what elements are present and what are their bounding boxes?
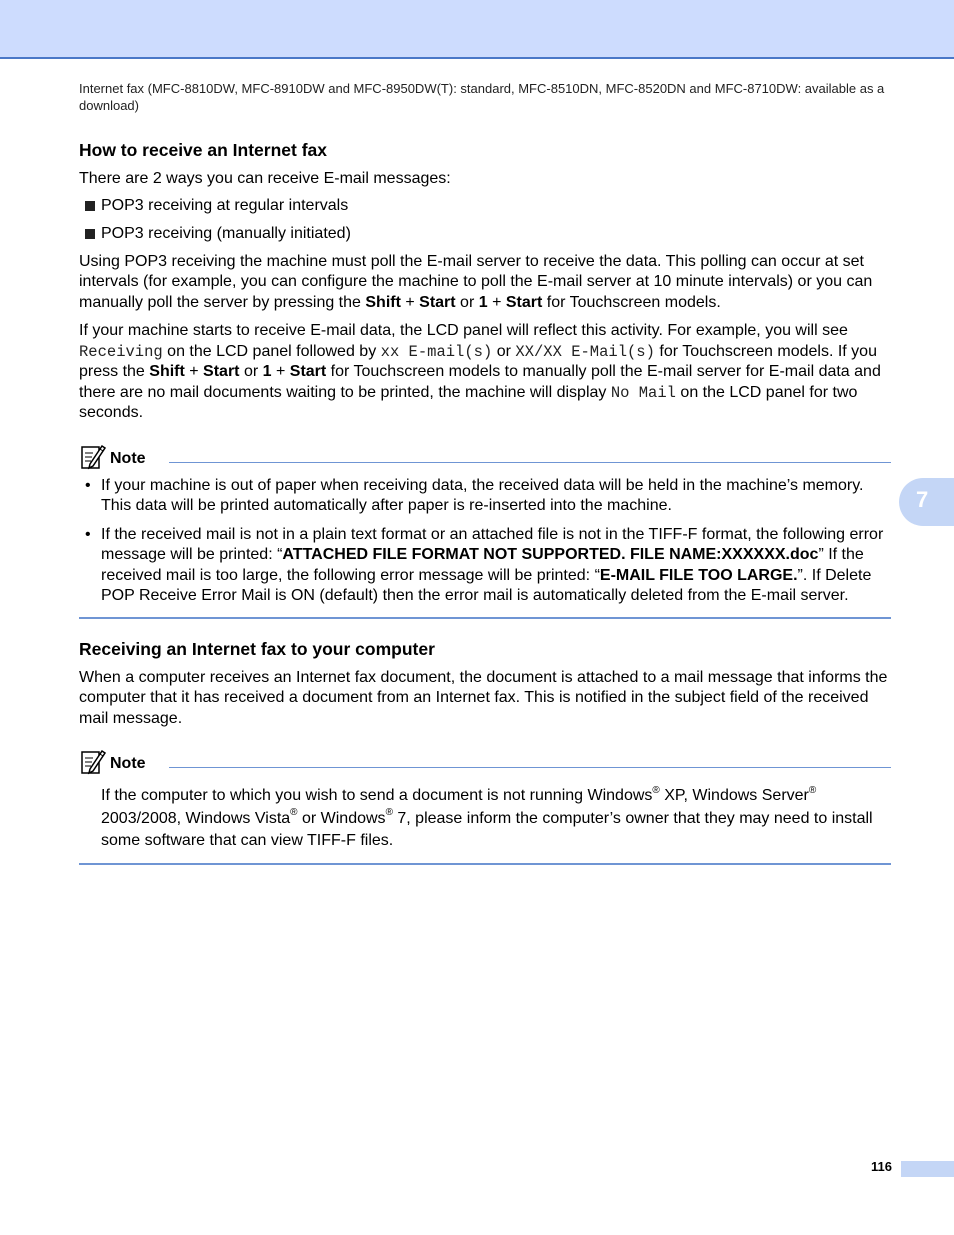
- list-item: POP3 receiving at regular intervals: [79, 196, 891, 217]
- list-item: POP3 receiving (manually initiated): [79, 224, 891, 245]
- note-header: [79, 444, 891, 470]
- page-content: [79, 80, 891, 865]
- note-header: [79, 749, 891, 775]
- receive-methods-list: [79, 196, 891, 245]
- note-divider: [169, 767, 891, 768]
- note-item: • If your machine is out of paper when receiving data, the received data will be held in the machine’s memory. This data will be printed automatically after paper is re-inserted into the machine.: [85, 476, 864, 514]
- square-bullet-icon: [85, 201, 95, 211]
- note-label: Note: [110, 755, 146, 772]
- square-bullet-icon: [85, 229, 95, 239]
- note-item: • If the received mail is not in a plain text format or an attached file is not in the TIFF-F format, the following error message will be printed: “ATTACHED FILE FORMAT NOT SUPPORTED. FILE NAME:XXXXXX.doc” If the received mail is too large, the following error message will be printed: “E-MAIL FILE TOO LARGE.”. If Delete POP Receive Error Mail is ON (default) then the error mail is automatically deleted from the E-mail server.: [85, 525, 884, 604]
- note-divider: [169, 462, 891, 463]
- note-box: [79, 444, 891, 619]
- header-band: [0, 0, 954, 59]
- intro-text: There are 2 ways you can receive E-mail messages:: [79, 170, 451, 187]
- breadcrumb: Internet fax (MFC-8810DW, MFC-8910DW and MFC-8950DW(T): standard, MFC-8510DN, MFC-8520DN and MFC-8710DW: available as a download): [79, 81, 885, 113]
- note-pencil-icon: [80, 747, 106, 775]
- note-list: [79, 476, 891, 607]
- note-box: [79, 749, 891, 865]
- page-number: 116: [871, 1159, 892, 1174]
- note-pencil-icon: [80, 442, 106, 470]
- note-label: Note: [110, 449, 146, 467]
- lcd-paragraph: If your machine starts to receive E-mail data, the LCD panel will reflect this activity. For example, you will see Receiving on the LCD panel followed by xx E-mail(s) or XX/XX E-Mail(s) for Touchscreen models. If you press the Shift + Start or 1 + Start for Touchscreen models to manually poll the E-mail server for E-mail data and there are no mail documents waiting to be printed, the machine will display No Mail on the LCD panel for two seconds.: [79, 322, 881, 421]
- note-text: If the computer to which you wish to send a document is not running Windows® XP, Windows Server® 2003/2008, Windows Vista® or Windows® 7, please inform the computer’s owner that they may need to install some software that can view TIFF-F files.: [101, 784, 873, 849]
- section-heading-computer: Receiving an Internet fax to your computer: [79, 638, 435, 659]
- page-number-bar: [901, 1161, 954, 1177]
- pop3-paragraph: Using POP3 receiving the machine must poll the E-mail server to receive the data. This polling can occur at set intervals (for example, you can configure the machine to poll the E-mail server at 10 minute intervals) or you can manually poll the server by pressing the Shift + Start or 1 + Start for Touchscreen models.: [79, 252, 873, 311]
- chapter-tab: [899, 478, 954, 526]
- chapter-number: 7: [916, 487, 929, 512]
- section-heading-receive: How to receive an Internet fax: [79, 140, 327, 160]
- computer-paragraph: When a computer receives an Internet fax document, the document is attached to a mail message that informs the computer that it has received a document from an Internet fax. This is notified in the subject field of the received mail message.: [79, 668, 888, 727]
